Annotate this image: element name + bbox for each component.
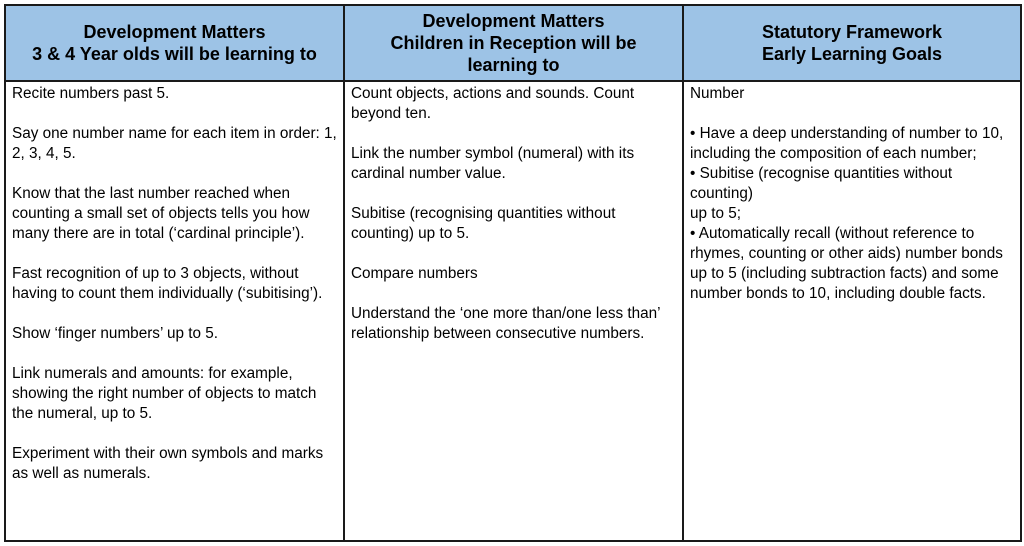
header-development-3-4 [5,5,344,81]
statement: Know that the last number reached when counting a small set of objects tells you how many there are in total (‘cardinal principle’). [12,185,310,242]
content-row [5,81,1021,541]
header-line: Early Learning Goals [761,44,943,64]
header-development-reception [344,5,683,81]
statement: Subitise (recognising quantities without counting) up to 5. [351,205,616,242]
cell-3-4-year-olds [5,81,344,541]
header-row [5,5,1021,81]
goal-heading: Number [690,85,745,102]
statement: Show ‘finger numbers’ up to 5. [12,325,219,342]
goal-line: • Have a deep understanding of number to 10, including the composition of each number; [690,125,1004,162]
header-line: 3 & 4 Year olds will be learning to [32,44,317,64]
statement: Link the number symbol (numeral) with its cardinal number value. [351,145,635,182]
early-learning-table [4,4,1022,542]
cell-reception [344,81,683,541]
header-line: Development Matters [83,22,266,42]
goal-line: up to 5; [690,205,742,222]
header-line: Children in Reception will be learning to [390,33,637,75]
statement: Count objects, actions and sounds. Count beyond ten. [351,85,635,122]
statement: Say one number name for each item in order: 1, 2, 3, 4, 5. [12,125,337,162]
statement: Fast recognition of up to 3 objects, without having to count them individually (‘subitising’). [12,265,323,302]
statement: Compare numbers [351,265,478,282]
statement: Recite numbers past 5. [12,85,170,102]
statement: Experiment with their own symbols and marks as well as numerals. [12,445,324,482]
cell-early-learning-goals [683,81,1021,541]
goal-line: • Subitise (recognise quantities without counting) [690,165,953,202]
statement: Understand the ‘one more than/one less than’ relationship between consecutive numbers. [351,305,660,342]
goal-line: • Automatically recall (without reference to rhymes, counting or other aids) number bonds up to 5 (including subtraction facts) and some [690,225,1003,282]
header-statutory-framework [683,5,1021,81]
header-line: Development Matters [422,11,605,31]
header-line: Statutory Framework [761,22,943,42]
goal-line: number bonds to 10, including double facts. [690,285,986,302]
statement: Link numerals and amounts: for example, showing the right number of objects to match the numeral, up to 5. [12,365,317,422]
